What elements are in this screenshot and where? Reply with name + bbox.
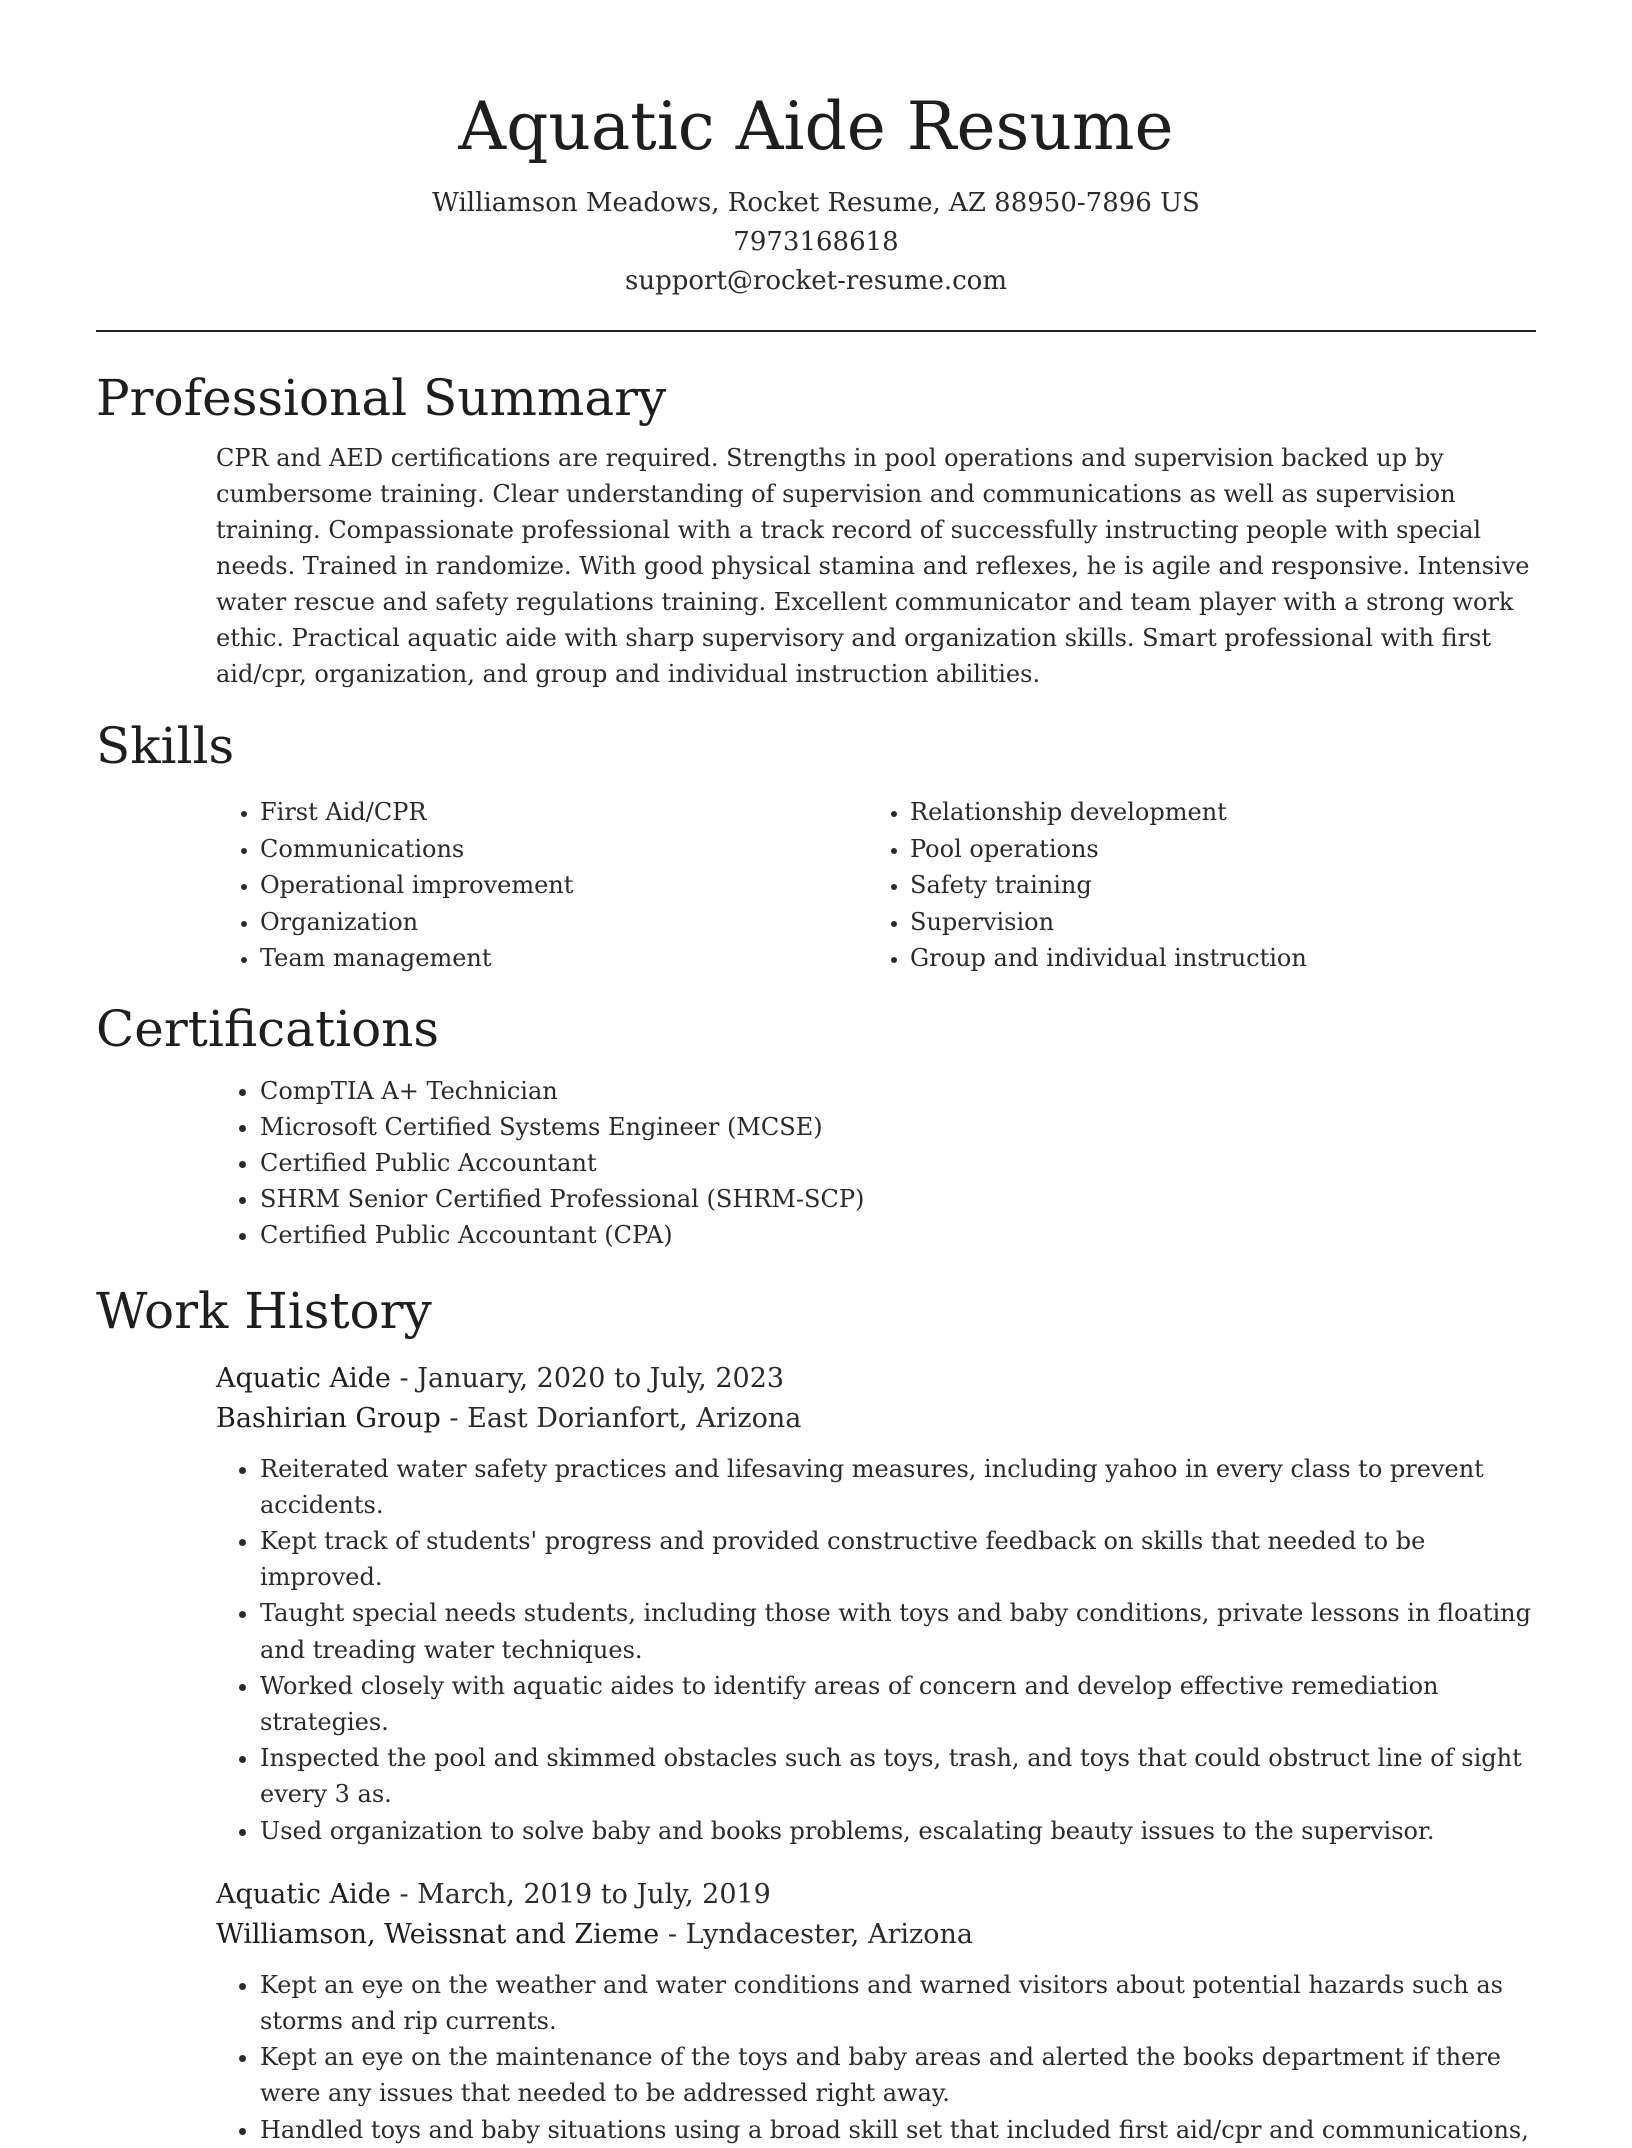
resume-page <box>96 0 1536 2148</box>
certification-item: • SHRM Senior Certified Professional (SHRM-SCP) <box>260 1181 1536 1217</box>
job-bullet: • Worked closely with aquatic aides to identify areas of concern and develop effective remediation strategies. <box>260 1668 1536 1740</box>
skills-list-right <box>746 794 1470 977</box>
summary-text: CPR and AED certifications are required. Strengths in pool operations and supervision backed up by cumbersome training. Clear understanding of supervision and communications as well as supervision training. Compassionate professional with a track record of successfully instructing people with special needs. Trained in randomize. With good physical stamina and reflexes, he is agile and responsive. Intensive water rescue and safety regulations training. Excellent communicator and team player with a strong work ethic. Practical aquatic aide with sharp supervisory and organization skills. Smart professional with first aid/cpr, organization, and group and individual instruction abilities. <box>216 444 1530 688</box>
work-history-heading: Work History <box>96 1281 432 1340</box>
skill-item: • Safety training <box>910 867 1470 904</box>
skills-section <box>96 714 1536 977</box>
contact-email: support@rocket-resume.com <box>624 266 1007 296</box>
work-history-section <box>96 1279 1536 2148</box>
job-company-line <box>216 1915 1536 1955</box>
skill-item: • Group and individual instruction <box>910 940 1470 977</box>
job-company: Bashirian Group <box>216 1402 441 1434</box>
job-dates: - March, 2019 to July, 2019 <box>390 1878 771 1910</box>
job-bullets <box>216 1451 1536 1849</box>
job-bullet: • Taught special needs students, including those with toys and baby conditions, private lessons in floating and treading water techniques. <box>260 1595 1536 1667</box>
certification-item: • CompTIA A+ Technician <box>260 1073 1536 1109</box>
certifications-section <box>96 997 1536 1253</box>
skill-item: • Communications <box>260 831 746 868</box>
skill-item: • Supervision <box>910 904 1470 941</box>
job-entry <box>216 1875 1536 2148</box>
job-company-line <box>216 1399 1536 1439</box>
skill-item: • Organization <box>260 904 746 941</box>
job-company: Williamson, Weissnat and Zieme <box>216 1918 660 1950</box>
job-title-line <box>216 1875 1536 1915</box>
contact-phone: 7973168618 <box>733 227 899 257</box>
job-role: Aquatic Aide <box>216 1362 391 1394</box>
skill-item: • Pool operations <box>910 831 1470 868</box>
resume-header <box>96 0 1536 301</box>
summary-section <box>96 366 1536 692</box>
job-bullet: • Handled toys and baby situations using a broad skill set that included first aid/cpr and communications, <box>260 2112 1536 2148</box>
job-location: - Lyndacester, Arizona <box>659 1918 973 1950</box>
contact-address: Williamson Meadows, Rocket Resume, AZ 88950-7896 US <box>432 188 1200 218</box>
resume-title: Aquatic Aide Resume <box>458 88 1174 165</box>
skill-item: • First Aid/CPR <box>260 794 746 831</box>
skills-list-left <box>96 794 746 977</box>
job-dates: - January, 2020 to July, 2023 <box>390 1362 785 1394</box>
certifications-heading: Certifications <box>96 999 440 1058</box>
job-entry <box>216 1359 1536 1849</box>
job-location: - East Dorianfort, Arizona <box>440 1402 802 1434</box>
job-bullet: • Inspected the pool and skimmed obstacles such as toys, trash, and toys that could obstruct line of sight every 3 as. <box>260 1740 1536 1812</box>
job-bullet: • Reiterated water safety practices and lifesaving measures, including yahoo in every class to prevent accidents. <box>260 1451 1536 1523</box>
certification-item: • Certified Public Accountant <box>260 1145 1536 1181</box>
job-title-line <box>216 1359 1536 1399</box>
summary-heading: Professional Summary <box>96 369 667 427</box>
job-bullet: • Kept track of students' progress and provided constructive feedback on skills that needed to be improved. <box>260 1523 1536 1595</box>
skill-item: • Operational improvement <box>260 867 746 904</box>
job-bullet: • Used organization to solve baby and books problems, escalating beauty issues to the supervisor. <box>260 1813 1536 1849</box>
certifications-list <box>96 1073 1536 1253</box>
skill-item: • Team management <box>260 940 746 977</box>
job-bullets <box>216 1967 1536 2148</box>
job-bullet: • Kept an eye on the weather and water conditions and warned visitors about potential hazards such as storms and rip currents. <box>260 1967 1536 2039</box>
skill-item: • Relationship development <box>910 794 1470 831</box>
skills-grid <box>96 794 1536 977</box>
job-bullet: • Kept an eye on the maintenance of the toys and baby areas and alerted the books department if there were any issues that needed to be addressed right away. <box>260 2039 1536 2111</box>
header-divider <box>96 330 1536 332</box>
job-role: Aquatic Aide <box>216 1878 391 1910</box>
certification-item: • Microsoft Certified Systems Engineer (MCSE) <box>260 1109 1536 1145</box>
skills-heading: Skills <box>96 717 235 775</box>
certification-item: • Certified Public Accountant (CPA) <box>260 1217 1536 1253</box>
